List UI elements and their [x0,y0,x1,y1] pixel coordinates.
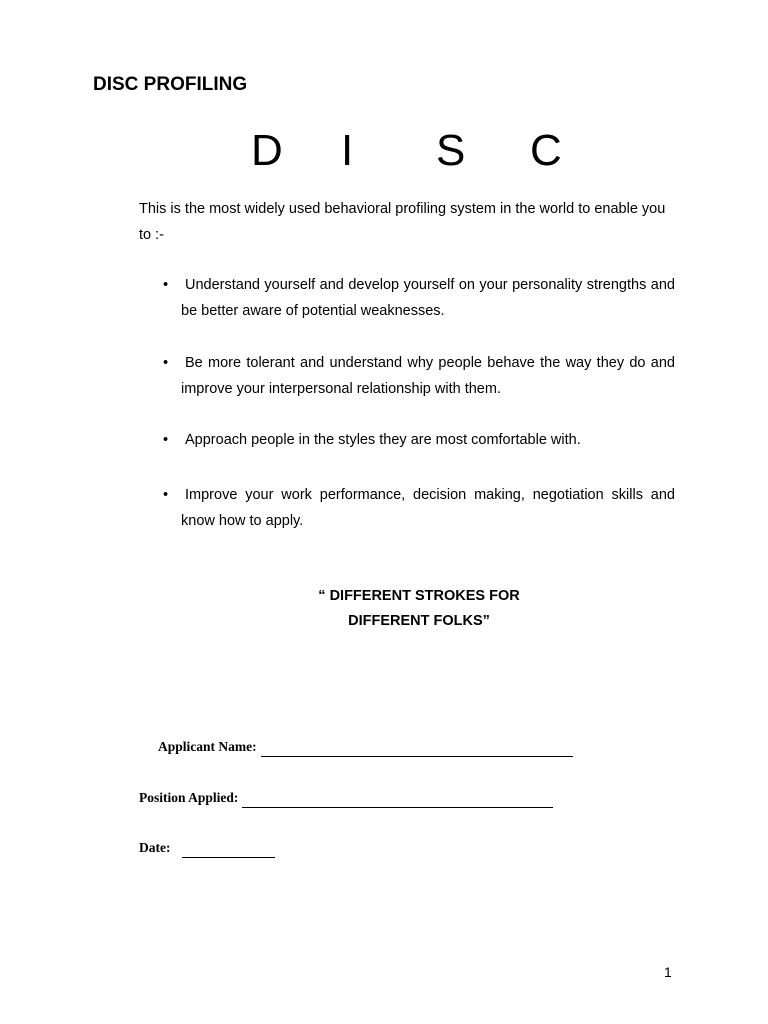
date-field[interactable] [182,842,275,858]
list-item [163,427,675,453]
list-item-text: Approach people in the styles they are most comfortable with. [185,432,581,448]
position-applied-field[interactable] [242,792,553,808]
list-item [163,272,675,324]
page-number: 1 [664,964,672,980]
list-item [163,350,675,402]
bullet-icon: • [163,432,169,448]
disc-letter-d: D [251,126,283,175]
date-row [139,838,275,858]
applicant-name-field[interactable] [261,741,573,757]
intro-paragraph: This is the most widely used behavioral profiling system in the world to enable you to :- [139,201,666,243]
document-heading: DISC PROFILING [93,74,248,95]
bullet-icon: • [163,487,169,503]
applicant-name-label: Applicant Name: [158,739,257,754]
list-item-text: Understand yourself and develop yourself on your personality strengths and be better aware of potential weaknesses. [181,277,675,319]
applicant-name-row [158,737,573,757]
quote-block [0,584,768,634]
quote-line-1: “ DIFFERENT STROKES FOR [318,588,520,604]
position-applied-row [139,788,553,808]
date-label: Date: [139,840,171,855]
disc-letter-i: I [341,126,354,175]
quote-line-2: DIFFERENT FOLKS” [348,613,490,629]
bullet-icon: • [163,355,169,371]
disc-letter-s: S [436,126,466,175]
list-item-text: Be more tolerant and understand why people behave the way they do and improve your interpersonal relationship with them. [181,355,675,397]
bullet-icon: • [163,277,169,293]
position-applied-label: Position Applied: [139,790,239,805]
list-item-text: Improve your work performance, decision making, negotiation skills and know how to apply. [181,487,675,529]
disc-letter-c: C [530,126,562,175]
list-item [163,482,675,534]
